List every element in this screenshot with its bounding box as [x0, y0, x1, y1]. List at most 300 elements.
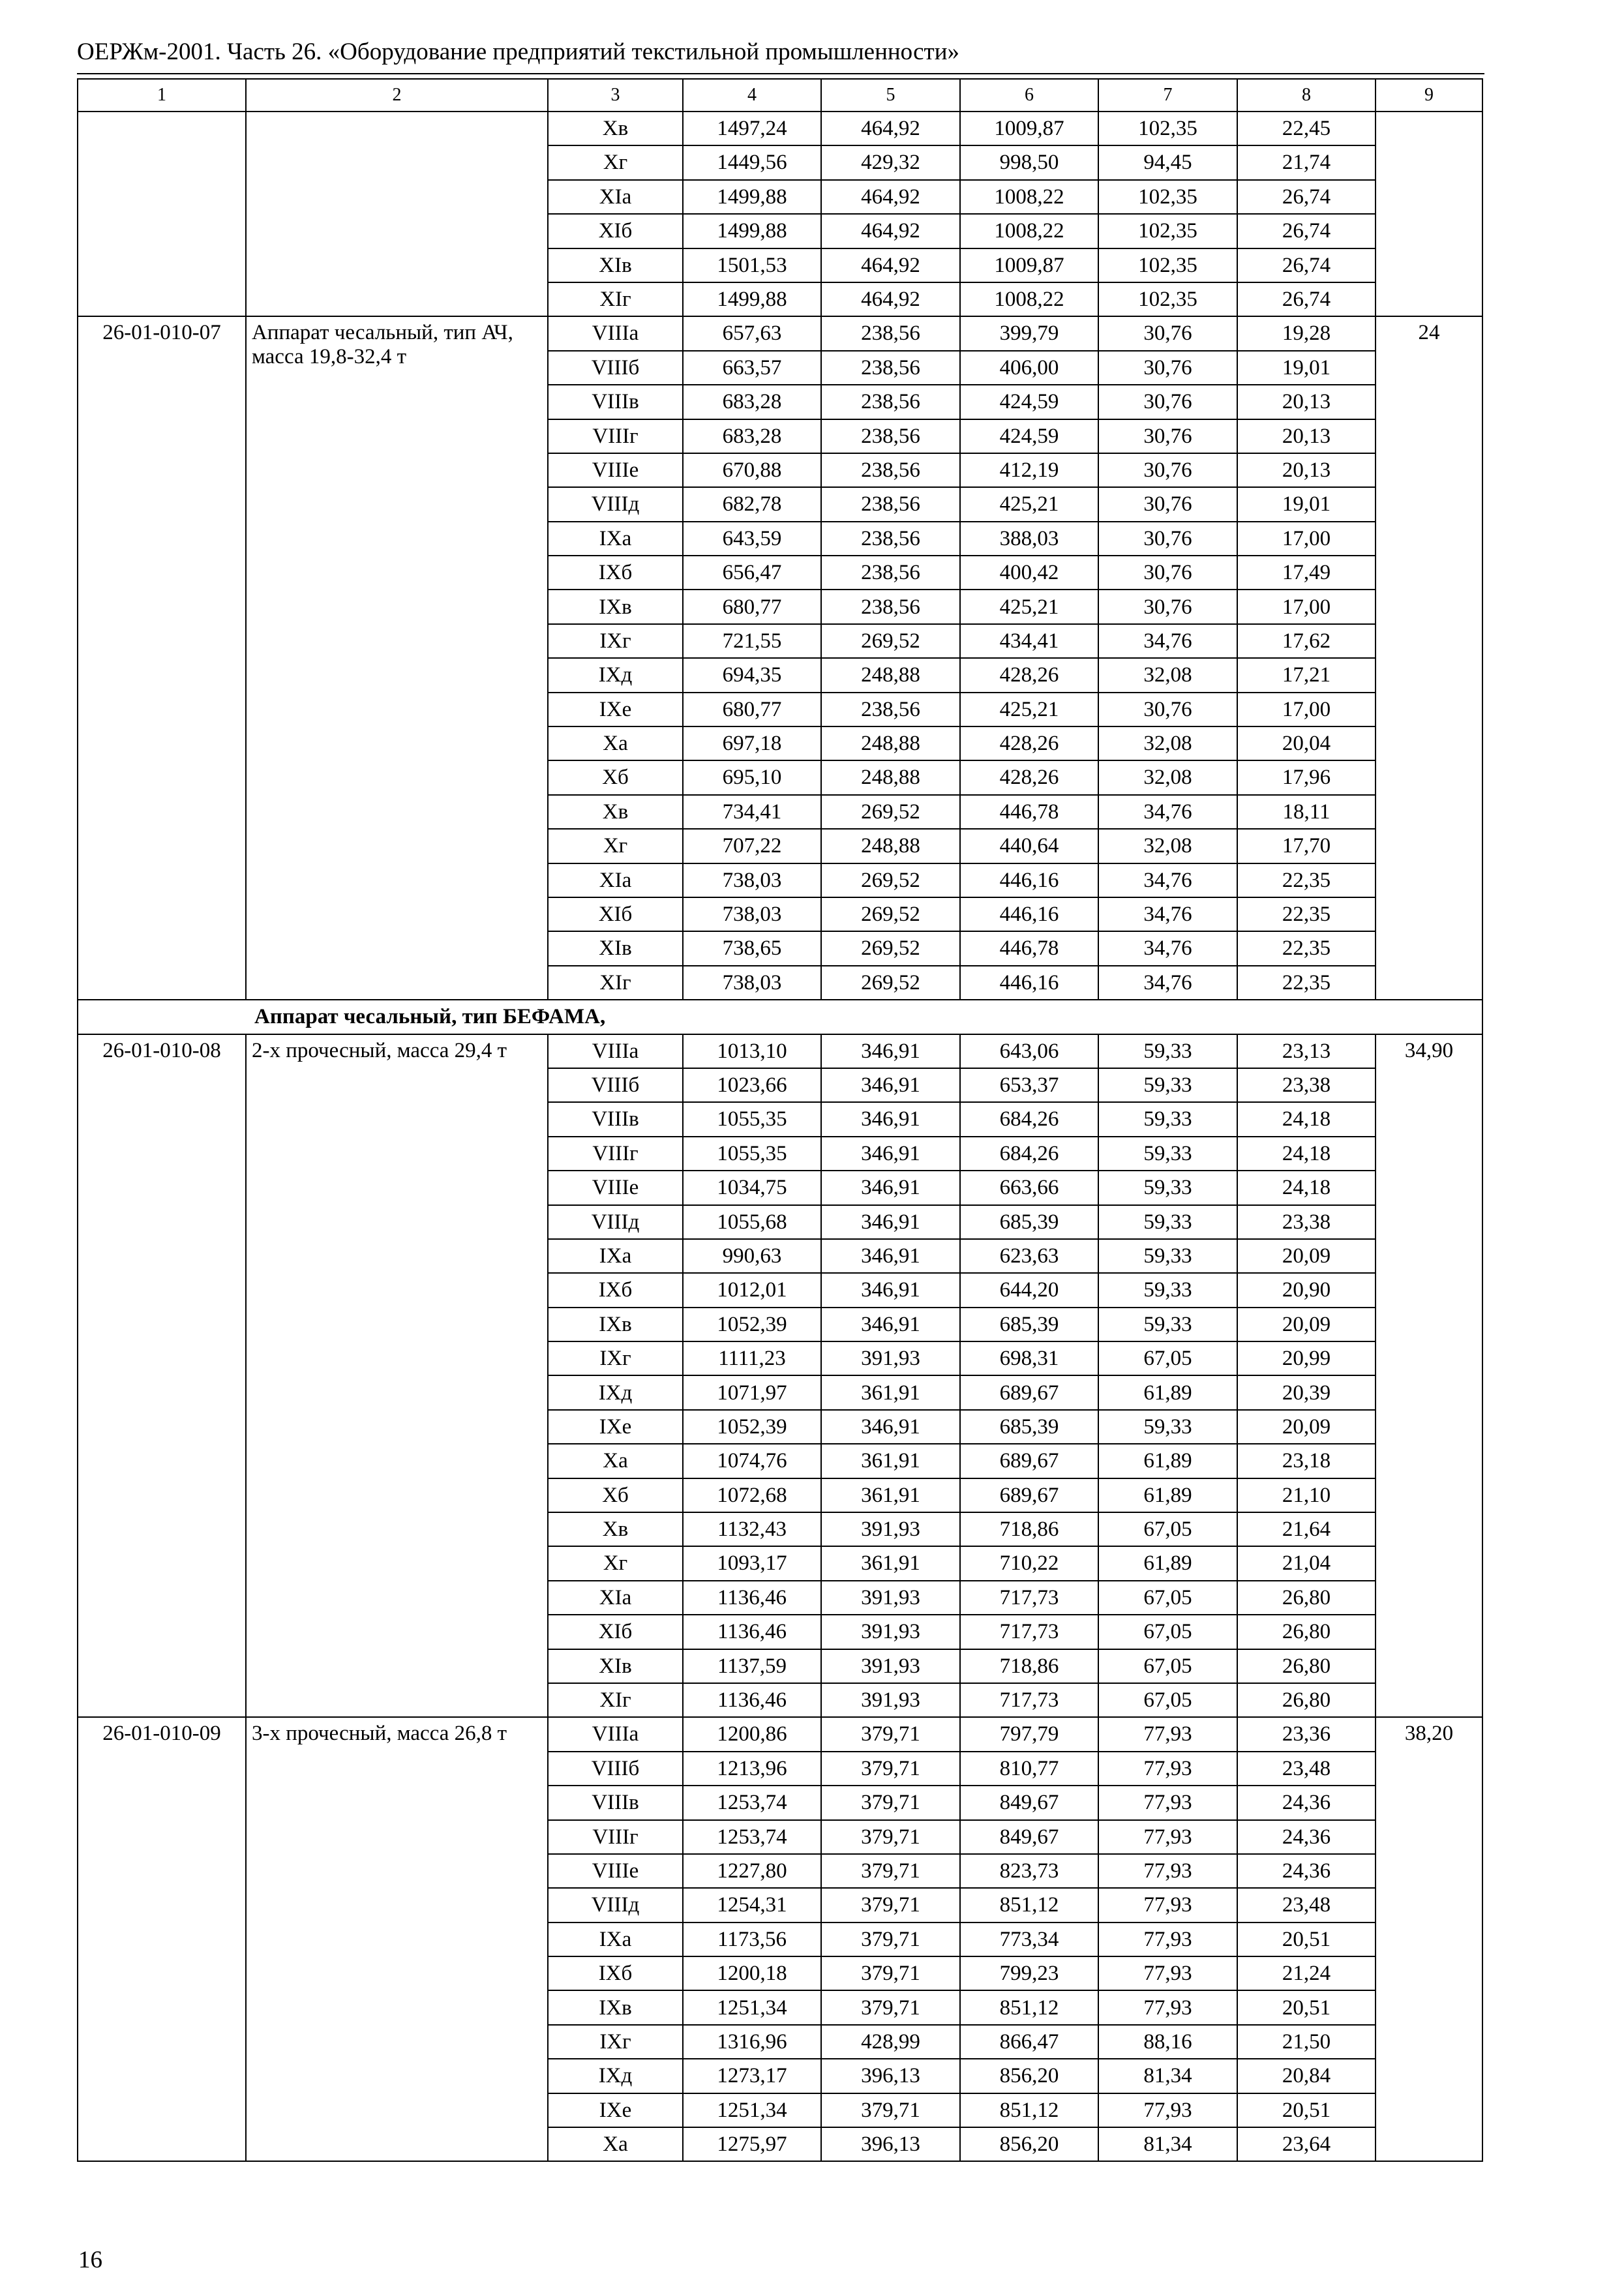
cell-col-3: ХIа [548, 863, 683, 897]
cell-col-8: 22,35 [1237, 897, 1376, 931]
cell-col-8: 19,01 [1237, 351, 1376, 385]
cell-col-3: Ха [548, 1444, 683, 1478]
cell-col-3: IХб [548, 1956, 683, 1990]
cell-col-7: 61,89 [1098, 1546, 1237, 1580]
cell-col-4: 1137,59 [683, 1649, 821, 1683]
cell-col-8: 20,09 [1237, 1410, 1376, 1444]
cell-col-5: 269,52 [821, 966, 960, 1000]
cell-col-5: 248,88 [821, 726, 960, 760]
cell-col-3: VIIIд [548, 1888, 683, 1922]
cell-col-6: 717,73 [960, 1683, 1098, 1717]
cell-col-4: 670,88 [683, 453, 821, 487]
cell-col-8: 24,18 [1237, 1171, 1376, 1204]
cell-col-4: 683,28 [683, 385, 821, 419]
cell-col-5: 346,91 [821, 1308, 960, 1341]
cell-col-4: 695,10 [683, 760, 821, 794]
item-col9: 24 [1376, 316, 1482, 1000]
cell-col-5: 379,71 [821, 1786, 960, 1819]
cell-col-8: 19,28 [1237, 316, 1376, 350]
cell-col-4: 1136,46 [683, 1615, 821, 1649]
cell-col-4: 1253,74 [683, 1820, 821, 1854]
cell-col-8: 17,00 [1237, 693, 1376, 726]
cell-col-7: 34,76 [1098, 897, 1237, 931]
cell-col-6: 685,39 [960, 1308, 1098, 1341]
cell-col-8: 18,11 [1237, 795, 1376, 829]
item-code: 26-01-010-09 [78, 1717, 246, 2161]
cell-col-7: 30,76 [1098, 316, 1237, 350]
cell-col-5: 464,92 [821, 214, 960, 248]
cell-col-3: ХIг [548, 1683, 683, 1717]
cell-col-6: 1008,22 [960, 214, 1098, 248]
cell-col-5: 269,52 [821, 624, 960, 658]
cell-col-4: 738,03 [683, 897, 821, 931]
cell-col-6: 424,59 [960, 419, 1098, 453]
cell-col-4: 1093,17 [683, 1546, 821, 1580]
cell-col-6: 851,12 [960, 1990, 1098, 2024]
cell-col-8: 23,38 [1237, 1068, 1376, 1102]
cell-col-4: 656,47 [683, 556, 821, 590]
cell-col-5: 238,56 [821, 351, 960, 385]
cell-col-7: 77,93 [1098, 1922, 1237, 1956]
cell-col-3: Хв [548, 1512, 683, 1546]
cell-col-3: ХIб [548, 1615, 683, 1649]
cell-col-3: ХIв [548, 1649, 683, 1683]
cell-col-6: 718,86 [960, 1649, 1098, 1683]
cell-col-7: 77,93 [1098, 1990, 1237, 2024]
cell-col-8: 26,80 [1237, 1615, 1376, 1649]
cell-col-8: 20,04 [1237, 726, 1376, 760]
cell-col-3: VIIIб [548, 351, 683, 385]
cell-col-5: 391,93 [821, 1683, 960, 1717]
cell-col-5: 464,92 [821, 112, 960, 145]
cell-col-3: VIIIг [548, 1820, 683, 1854]
column-number-3: 3 [548, 79, 683, 112]
cell-col-4: 680,77 [683, 590, 821, 623]
cell-col-6: 644,20 [960, 1273, 1098, 1307]
cell-col-8: 26,80 [1237, 1581, 1376, 1615]
cell-col-8: 21,24 [1237, 1956, 1376, 1990]
cell-col-5: 238,56 [821, 385, 960, 419]
cell-col-6: 684,26 [960, 1102, 1098, 1136]
cell-col-3: ХIа [548, 180, 683, 214]
cell-col-5: 269,52 [821, 863, 960, 897]
cell-col-4: 1254,31 [683, 1888, 821, 1922]
cell-col-8: 24,18 [1237, 1102, 1376, 1136]
cell-col-6: 718,86 [960, 1512, 1098, 1546]
cell-col-3: Ха [548, 726, 683, 760]
cell-col-6: 653,37 [960, 1068, 1098, 1102]
cell-col-4: 1012,01 [683, 1273, 821, 1307]
cell-col-6: 851,12 [960, 2093, 1098, 2127]
cell-col-3: IХе [548, 1410, 683, 1444]
cell-col-4: 1132,43 [683, 1512, 821, 1546]
column-number-5: 5 [821, 79, 960, 112]
cell-col-7: 59,33 [1098, 1410, 1237, 1444]
cell-col-8: 26,74 [1237, 248, 1376, 282]
cell-col-7: 67,05 [1098, 1649, 1237, 1683]
column-number-1: 1 [78, 79, 246, 112]
cell-col-7: 59,33 [1098, 1068, 1237, 1102]
cell-col-6: 849,67 [960, 1786, 1098, 1819]
cell-col-6: 399,79 [960, 316, 1098, 350]
item-col9 [1376, 112, 1482, 316]
cell-col-5: 361,91 [821, 1375, 960, 1409]
cell-col-8: 20,09 [1237, 1239, 1376, 1273]
cell-col-5: 346,91 [821, 1034, 960, 1068]
cell-col-3: VIIIе [548, 1171, 683, 1204]
column-number-6: 6 [960, 79, 1098, 112]
cell-col-6: 440,64 [960, 829, 1098, 863]
cell-col-7: 59,33 [1098, 1308, 1237, 1341]
cell-col-3: IХд [548, 1375, 683, 1409]
cell-col-8: 23,64 [1237, 2127, 1376, 2161]
cell-col-3: IХг [548, 2025, 683, 2059]
cell-col-6: 998,50 [960, 145, 1098, 179]
cell-col-3: ХIб [548, 214, 683, 248]
cell-col-7: 81,34 [1098, 2127, 1237, 2161]
cell-col-5: 346,91 [821, 1137, 960, 1171]
cell-col-6: 849,67 [960, 1820, 1098, 1854]
column-number-8: 8 [1237, 79, 1376, 112]
cell-col-7: 59,33 [1098, 1137, 1237, 1171]
cell-col-5: 269,52 [821, 795, 960, 829]
cell-col-7: 34,76 [1098, 624, 1237, 658]
cell-col-5: 248,88 [821, 658, 960, 692]
cell-col-8: 23,38 [1237, 1205, 1376, 1239]
cell-col-3: VIIIд [548, 487, 683, 521]
cell-col-6: 773,34 [960, 1922, 1098, 1956]
cell-col-4: 1071,97 [683, 1375, 821, 1409]
cell-col-4: 1013,10 [683, 1034, 821, 1068]
cell-col-3: IХг [548, 624, 683, 658]
cell-col-6: 425,21 [960, 693, 1098, 726]
cell-col-5: 391,93 [821, 1341, 960, 1375]
cell-col-4: 1251,34 [683, 1990, 821, 2024]
cell-col-8: 17,00 [1237, 590, 1376, 623]
cell-col-5: 238,56 [821, 419, 960, 453]
cell-col-6: 698,31 [960, 1341, 1098, 1375]
cell-col-6: 446,16 [960, 897, 1098, 931]
cell-col-5: 238,56 [821, 590, 960, 623]
cell-col-6: 406,00 [960, 351, 1098, 385]
cell-col-3: Хг [548, 829, 683, 863]
cell-col-6: 810,77 [960, 1752, 1098, 1786]
cell-col-6: 663,66 [960, 1171, 1098, 1204]
cell-col-6: 446,78 [960, 931, 1098, 965]
cell-col-7: 34,76 [1098, 966, 1237, 1000]
cell-col-6: 717,73 [960, 1615, 1098, 1649]
cell-col-6: 851,12 [960, 1888, 1098, 1922]
cell-col-8: 24,36 [1237, 1854, 1376, 1888]
cell-col-5: 391,93 [821, 1581, 960, 1615]
cell-col-7: 102,35 [1098, 214, 1237, 248]
cell-col-7: 59,33 [1098, 1273, 1237, 1307]
cell-col-3: VIIIд [548, 1205, 683, 1239]
header-rule [77, 73, 1484, 74]
cell-col-5: 248,88 [821, 829, 960, 863]
cell-col-7: 30,76 [1098, 590, 1237, 623]
cell-col-7: 32,08 [1098, 726, 1237, 760]
cell-col-4: 1316,96 [683, 2025, 821, 2059]
cell-col-5: 391,93 [821, 1615, 960, 1649]
cell-col-7: 61,89 [1098, 1478, 1237, 1512]
cell-col-8: 20,99 [1237, 1341, 1376, 1375]
cell-col-8: 26,80 [1237, 1683, 1376, 1717]
cell-col-3: ХIв [548, 931, 683, 965]
item-col9: 34,90 [1376, 1034, 1482, 1718]
cell-col-5: 238,56 [821, 556, 960, 590]
cell-col-4: 738,03 [683, 966, 821, 1000]
cell-col-4: 1052,39 [683, 1410, 821, 1444]
cell-col-8: 20,39 [1237, 1375, 1376, 1409]
cell-col-5: 238,56 [821, 693, 960, 726]
cell-col-5: 361,91 [821, 1444, 960, 1478]
cell-col-8: 20,51 [1237, 2093, 1376, 2127]
cell-col-7: 59,33 [1098, 1034, 1237, 1068]
cell-col-8: 26,80 [1237, 1649, 1376, 1683]
cell-col-6: 623,63 [960, 1239, 1098, 1273]
cell-col-8: 17,62 [1237, 624, 1376, 658]
cell-col-3: Хв [548, 795, 683, 829]
cell-col-3: VIIIа [548, 316, 683, 350]
cell-col-5: 379,71 [821, 1956, 960, 1990]
cell-col-8: 17,70 [1237, 829, 1376, 863]
cell-col-4: 1499,88 [683, 282, 821, 316]
cell-col-6: 446,16 [960, 863, 1098, 897]
cell-col-5: 464,92 [821, 180, 960, 214]
cell-col-3: ХIв [548, 248, 683, 282]
cell-col-6: 424,59 [960, 385, 1098, 419]
cell-col-7: 59,33 [1098, 1102, 1237, 1136]
cell-col-6: 684,26 [960, 1137, 1098, 1171]
cell-col-6: 446,16 [960, 966, 1098, 1000]
cell-col-3: ХIб [548, 897, 683, 931]
cell-col-8: 24,36 [1237, 1786, 1376, 1819]
cell-col-4: 1055,68 [683, 1205, 821, 1239]
cell-col-4: 1273,17 [683, 2059, 821, 2093]
cell-col-5: 269,52 [821, 931, 960, 965]
cell-col-3: VIIIг [548, 1137, 683, 1171]
cell-col-3: VIIIв [548, 1102, 683, 1136]
cell-col-5: 346,91 [821, 1239, 960, 1273]
cell-col-6: 823,73 [960, 1854, 1098, 1888]
cell-col-4: 1227,80 [683, 1854, 821, 1888]
cell-col-4: 1275,97 [683, 2127, 821, 2161]
cell-col-7: 102,35 [1098, 248, 1237, 282]
cell-col-6: 643,06 [960, 1034, 1098, 1068]
cell-col-6: 685,39 [960, 1205, 1098, 1239]
cell-col-4: 1251,34 [683, 2093, 821, 2127]
page-header: ОЕРЖм-2001. Часть 26. «Оборудование предприятий текстильной промышленности» [77, 38, 959, 65]
cell-col-3: VIIIб [548, 1752, 683, 1786]
cell-col-7: 102,35 [1098, 180, 1237, 214]
cell-col-3: VIIIв [548, 1786, 683, 1819]
cell-col-6: 685,39 [960, 1410, 1098, 1444]
cell-col-8: 22,45 [1237, 112, 1376, 145]
cell-col-6: 856,20 [960, 2059, 1098, 2093]
cell-col-3: VIIIа [548, 1034, 683, 1068]
cell-col-4: 1055,35 [683, 1102, 821, 1136]
cell-col-5: 379,71 [821, 1820, 960, 1854]
cell-col-8: 19,01 [1237, 487, 1376, 521]
cell-col-3: IХб [548, 1273, 683, 1307]
cell-col-8: 24,36 [1237, 1820, 1376, 1854]
cell-col-5: 429,32 [821, 145, 960, 179]
cell-col-8: 23,18 [1237, 1444, 1376, 1478]
cell-col-7: 77,93 [1098, 2093, 1237, 2127]
cell-col-8: 24,18 [1237, 1137, 1376, 1171]
cell-col-7: 102,35 [1098, 282, 1237, 316]
cell-col-7: 30,76 [1098, 453, 1237, 487]
cell-col-6: 797,79 [960, 1717, 1098, 1751]
cell-col-5: 346,91 [821, 1273, 960, 1307]
item-name: 2-х прочесный, масса 29,4 т [246, 1034, 548, 1718]
cell-col-8: 20,09 [1237, 1308, 1376, 1341]
cell-col-3: VIIIв [548, 385, 683, 419]
cell-col-8: 22,35 [1237, 966, 1376, 1000]
cell-col-4: 1497,24 [683, 112, 821, 145]
cell-col-4: 1111,23 [683, 1341, 821, 1375]
cell-col-7: 30,76 [1098, 351, 1237, 385]
cell-col-8: 26,74 [1237, 214, 1376, 248]
cell-col-3: Хб [548, 1478, 683, 1512]
cell-col-5: 379,71 [821, 2093, 960, 2127]
cell-col-7: 77,93 [1098, 1752, 1237, 1786]
cell-col-3: VIIIг [548, 419, 683, 453]
cell-col-6: 425,21 [960, 487, 1098, 521]
cell-col-8: 21,64 [1237, 1512, 1376, 1546]
cell-col-6: 717,73 [960, 1581, 1098, 1615]
cell-col-5: 379,71 [821, 1888, 960, 1922]
cell-col-5: 346,91 [821, 1068, 960, 1102]
cell-col-6: 428,26 [960, 760, 1098, 794]
cell-col-5: 238,56 [821, 453, 960, 487]
cell-col-8: 21,04 [1237, 1546, 1376, 1580]
cell-col-3: IХе [548, 693, 683, 726]
cell-col-3: IХб [548, 556, 683, 590]
cell-col-7: 77,93 [1098, 1786, 1237, 1819]
cell-col-8: 23,48 [1237, 1752, 1376, 1786]
cell-col-3: IХа [548, 1239, 683, 1273]
cell-col-4: 990,63 [683, 1239, 821, 1273]
cell-col-6: 446,78 [960, 795, 1098, 829]
cell-col-5: 379,71 [821, 1990, 960, 2024]
cell-col-5: 379,71 [821, 1922, 960, 1956]
cell-col-5: 238,56 [821, 487, 960, 521]
cell-col-7: 30,76 [1098, 487, 1237, 521]
cell-col-8: 17,49 [1237, 556, 1376, 590]
cell-col-8: 17,96 [1237, 760, 1376, 794]
cell-col-3: IХа [548, 522, 683, 556]
column-number-row [78, 79, 1482, 112]
cell-col-7: 59,33 [1098, 1171, 1237, 1204]
cell-col-3: Хб [548, 760, 683, 794]
cell-col-5: 238,56 [821, 316, 960, 350]
cell-col-6: 689,67 [960, 1478, 1098, 1512]
cell-col-5: 248,88 [821, 760, 960, 794]
cell-col-4: 1136,46 [683, 1581, 821, 1615]
cell-col-7: 81,34 [1098, 2059, 1237, 2093]
cell-col-8: 20,51 [1237, 1922, 1376, 1956]
column-number-9: 9 [1376, 79, 1482, 112]
cell-col-7: 30,76 [1098, 556, 1237, 590]
cell-col-3: ХIг [548, 966, 683, 1000]
table-body [78, 79, 1482, 2161]
cell-col-3: IХг [548, 1341, 683, 1375]
cell-col-8: 26,74 [1237, 282, 1376, 316]
cell-col-3: IХв [548, 1308, 683, 1341]
cell-col-7: 59,33 [1098, 1205, 1237, 1239]
cell-col-8: 21,74 [1237, 145, 1376, 179]
cell-col-7: 77,93 [1098, 1888, 1237, 1922]
cell-col-4: 1052,39 [683, 1308, 821, 1341]
cell-col-4: 1074,76 [683, 1444, 821, 1478]
item-code: 26-01-010-07 [78, 316, 246, 1000]
cell-col-5: 346,91 [821, 1410, 960, 1444]
item-code [78, 112, 246, 316]
cell-col-4: 1200,18 [683, 1956, 821, 1990]
table-row [78, 112, 1482, 145]
cell-col-8: 26,74 [1237, 180, 1376, 214]
cell-col-7: 32,08 [1098, 760, 1237, 794]
cell-col-7: 34,76 [1098, 931, 1237, 965]
cell-col-6: 388,03 [960, 522, 1098, 556]
cell-col-7: 61,89 [1098, 1375, 1237, 1409]
item-code: 26-01-010-08 [78, 1034, 246, 1718]
cell-col-8: 20,51 [1237, 1990, 1376, 2024]
cell-col-3: ХIа [548, 1581, 683, 1615]
cell-col-6: 1009,87 [960, 248, 1098, 282]
cell-col-6: 866,47 [960, 2025, 1098, 2059]
cell-col-5: 379,71 [821, 1717, 960, 1751]
item-col9: 38,20 [1376, 1717, 1482, 2161]
cell-col-4: 680,77 [683, 693, 821, 726]
cell-col-3: Хв [548, 112, 683, 145]
rates-table [77, 78, 1483, 2162]
cell-col-4: 1499,88 [683, 180, 821, 214]
cell-col-3: IХе [548, 2093, 683, 2127]
cell-col-5: 396,13 [821, 2127, 960, 2161]
cell-col-6: 412,19 [960, 453, 1098, 487]
cell-col-4: 682,78 [683, 487, 821, 521]
cell-col-5: 379,71 [821, 1752, 960, 1786]
cell-col-8: 20,90 [1237, 1273, 1376, 1307]
cell-col-4: 643,59 [683, 522, 821, 556]
column-number-4: 4 [683, 79, 821, 112]
cell-col-7: 67,05 [1098, 1615, 1237, 1649]
cell-col-6: 425,21 [960, 590, 1098, 623]
cell-col-5: 464,92 [821, 248, 960, 282]
cell-col-7: 88,16 [1098, 2025, 1237, 2059]
cell-col-6: 1009,87 [960, 112, 1098, 145]
column-number-2: 2 [246, 79, 548, 112]
cell-col-6: 1008,22 [960, 282, 1098, 316]
cell-col-3: IХд [548, 658, 683, 692]
cell-col-7: 94,45 [1098, 145, 1237, 179]
cell-col-4: 1055,35 [683, 1137, 821, 1171]
cell-col-6: 689,67 [960, 1375, 1098, 1409]
cell-col-4: 1213,96 [683, 1752, 821, 1786]
cell-col-4: 707,22 [683, 829, 821, 863]
cell-col-8: 21,10 [1237, 1478, 1376, 1512]
cell-col-8: 23,36 [1237, 1717, 1376, 1751]
cell-col-3: VIIIб [548, 1068, 683, 1102]
cell-col-3: IХв [548, 590, 683, 623]
cell-col-7: 32,08 [1098, 658, 1237, 692]
cell-col-4: 1449,56 [683, 145, 821, 179]
cell-col-3: IХд [548, 2059, 683, 2093]
cell-col-3: IХа [548, 1922, 683, 1956]
